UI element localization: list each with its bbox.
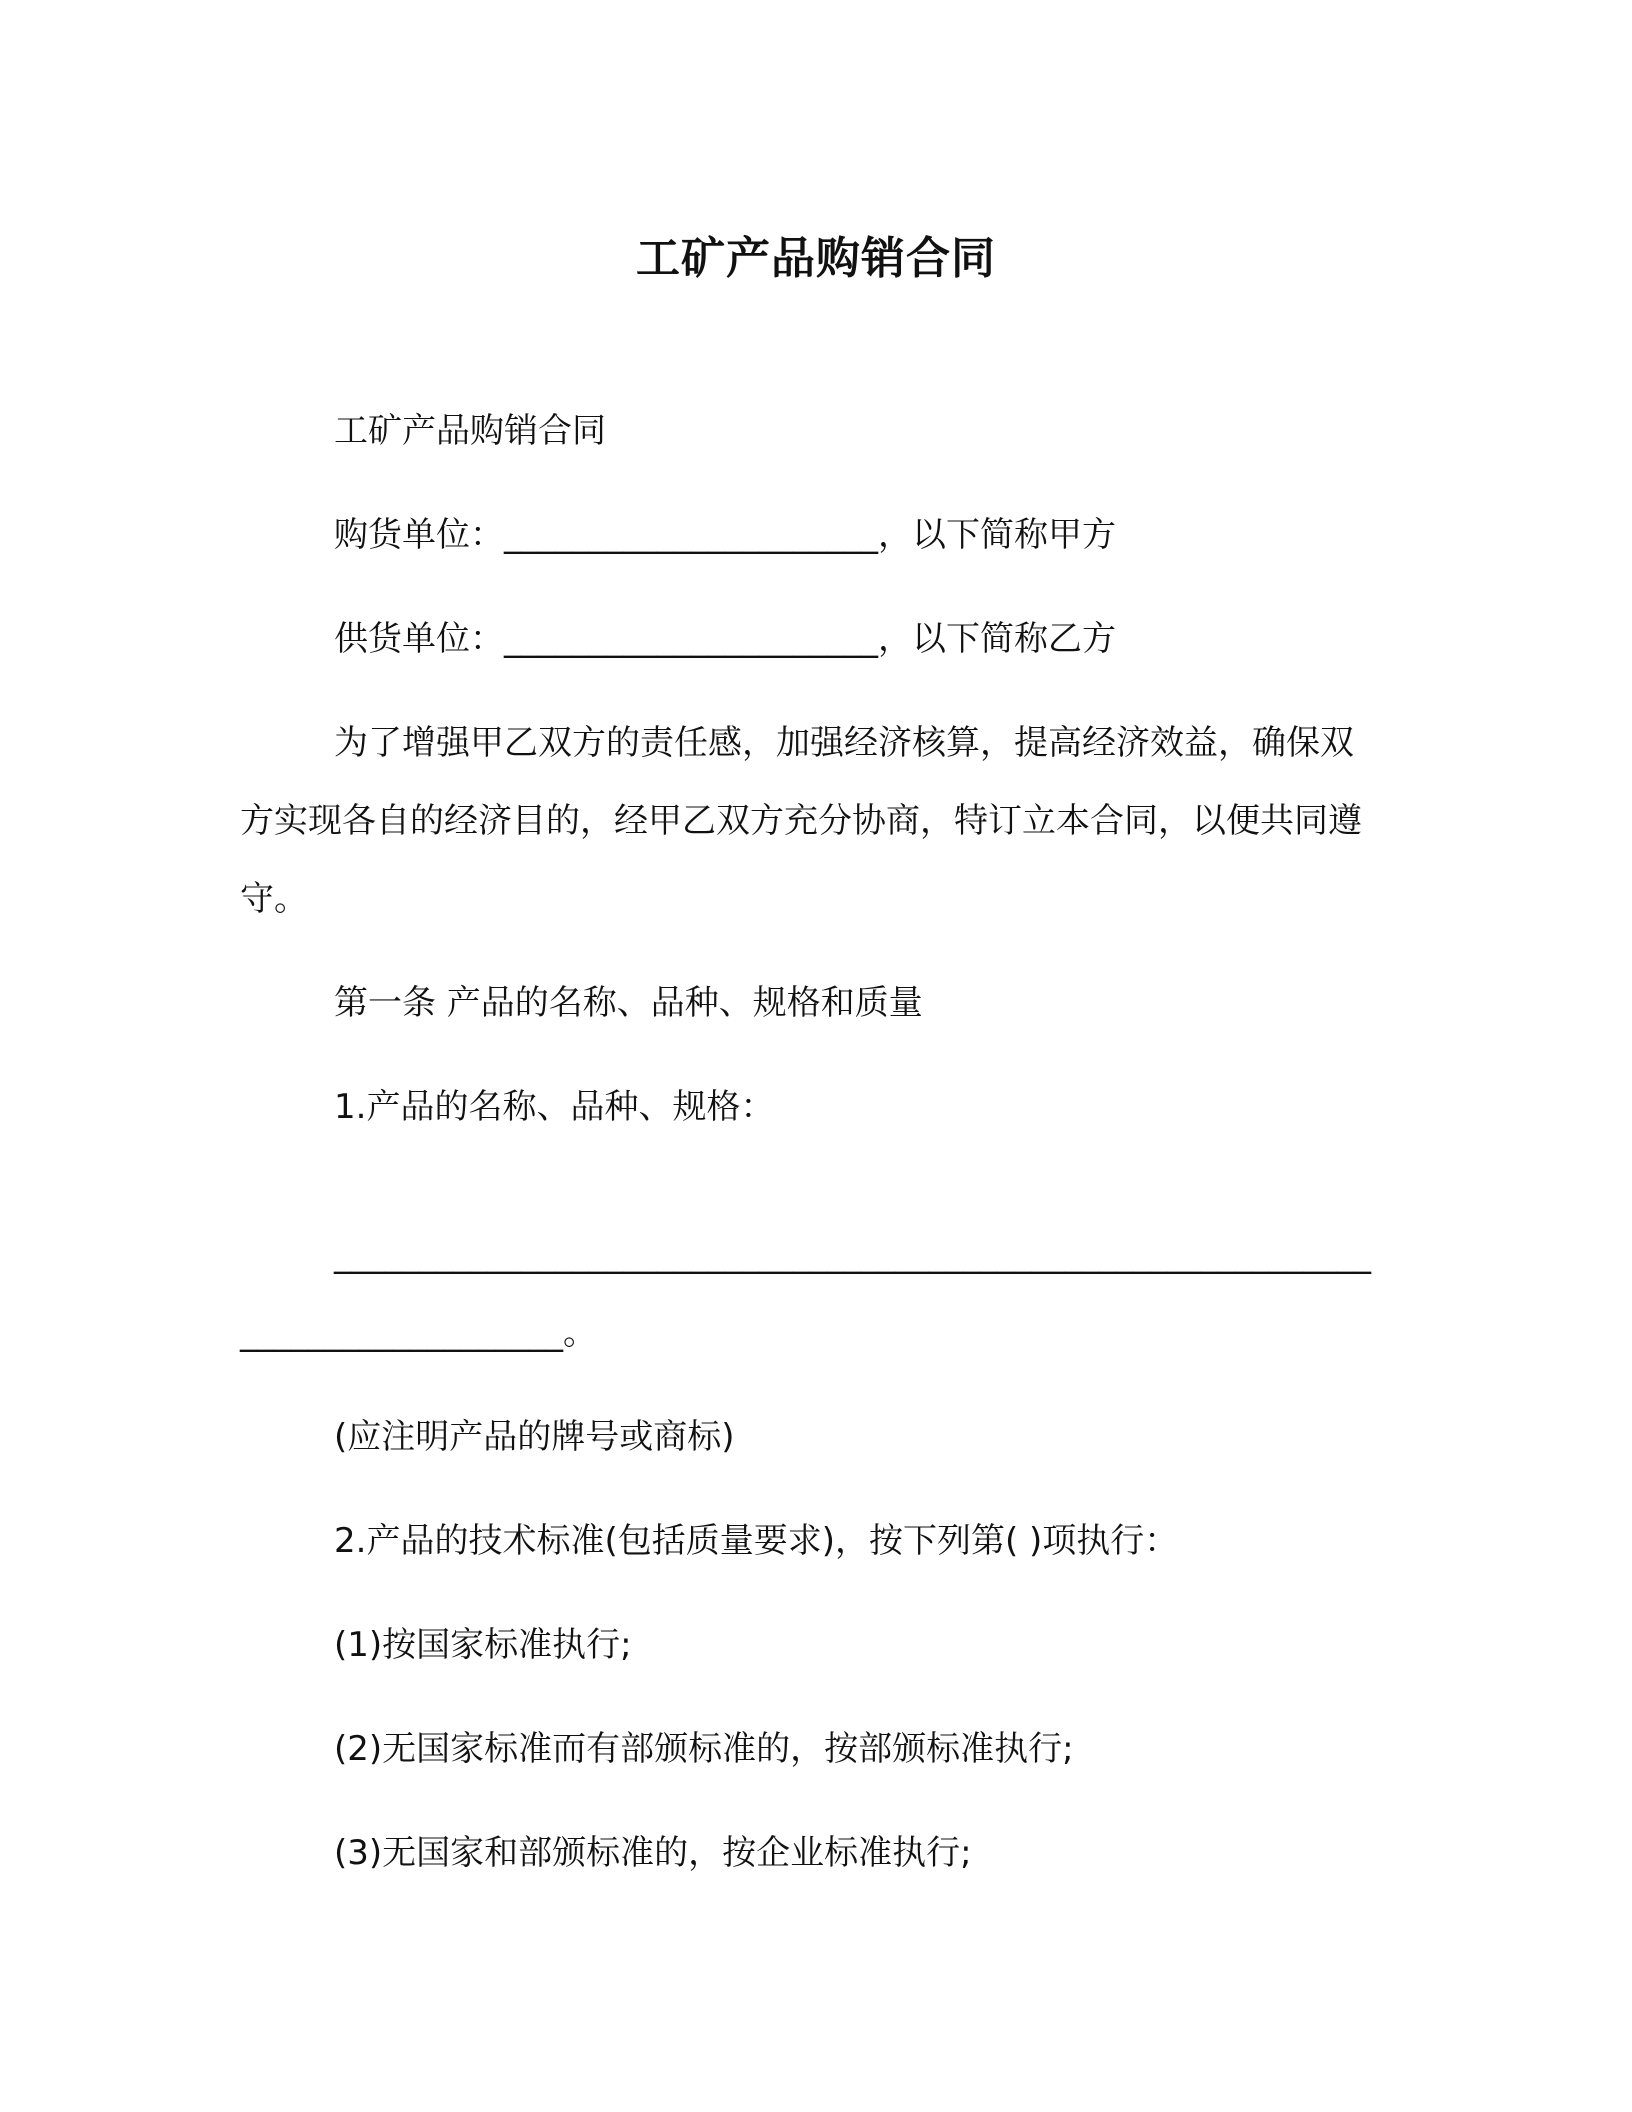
paragraph-standard-2: (2)无国家标准而有部颁标准的，按部颁标准执行; bbox=[334, 1729, 1074, 1769]
paragraph-purpose: 为了增强甲乙双方的责任感，加强经济核算，提高经济效益，确保双方实现各自的经济目的，经甲乙双方充分协商，特订立本合同，以便共同遵守。 bbox=[240, 723, 1362, 919]
paragraph-heading: 工矿产品购销合同 bbox=[334, 411, 606, 451]
paragraph-standard-3: (3)无国家和部颁标准的，按企业标准执行; bbox=[334, 1833, 972, 1873]
document-title: 工矿产品购销合同 bbox=[636, 233, 996, 284]
paragraph-tech-standard: 2.产品的技术标准(包括质量要求)，按下列第( )项执行： bbox=[334, 1521, 1179, 1561]
paragraph-product-name: 1.产品的名称、品种、规格： bbox=[334, 1087, 775, 1127]
paragraph-brand-note: (应注明产品的牌号或商标) bbox=[334, 1417, 735, 1457]
paragraph-standard-1: (1)按国家标准执行; bbox=[334, 1625, 632, 1665]
document-body bbox=[240, 392, 1380, 1892]
paragraph-buyer: 购货单位：______________________，以下简称甲方 bbox=[334, 515, 1116, 555]
paragraph-blank-line: ________________________________________________________________________________。 bbox=[240, 1235, 1371, 1353]
paragraph-seller: 供货单位：______________________，以下简称乙方 bbox=[334, 619, 1116, 659]
paragraph-article-1: 第一条 产品的名称、品种、规格和质量 bbox=[334, 983, 923, 1023]
